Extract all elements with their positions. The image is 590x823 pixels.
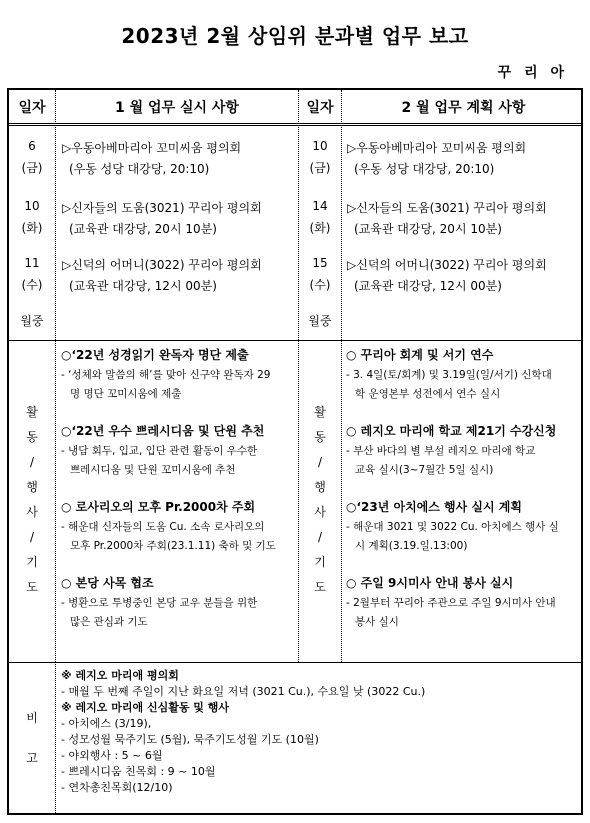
activity-heading: ○ 레지오 마리애 학교 제21기 수강신청 [346, 424, 557, 438]
schedule-line: ▷우동아베마리아 꼬미씨움 평의회 [62, 141, 242, 155]
schedule-line: ▷신덕의 어머니(3022) 꾸리아 평의회 [62, 258, 262, 272]
remark-line: - 아치에스 (3/19), [61, 717, 152, 730]
jan-activity-block [61, 346, 270, 404]
column-divider [55, 90, 56, 662]
feb-activity-block [346, 574, 556, 632]
feb-activity-block [346, 346, 552, 404]
activity-detail: - 해운대 신자들의 도움 Cu. 소속 로사리오의 모후 Pr.2000차 주회(23.1.11) 축하 및 기도 [61, 521, 276, 552]
remark-line: ※ 레지오 마리애 신심활동 및 행사 [61, 701, 229, 714]
column-divider [298, 90, 299, 662]
feb-date-weekday: (금) [309, 161, 331, 175]
jan-date-day: 10 [24, 199, 40, 213]
jan-date-day: 6 [28, 139, 36, 153]
jan-activity-block [61, 574, 257, 632]
jan-date-day: 11 [24, 256, 40, 270]
row-divider [9, 340, 581, 341]
schedule-detail: (교육관 대강당, 20시 10분) [354, 222, 502, 236]
feb-date-day: 15 [312, 256, 328, 270]
remark-line: ※ 레지오 마리애 평의회 [61, 669, 179, 682]
row-divider [9, 662, 581, 663]
activity-detail: - 2월부터 꾸리아 주관으로 주일 9시미사 안내 봉사 실시 [346, 597, 556, 628]
activity-heading: ○ 주일 9시미사 안내 봉사 실시 [346, 576, 514, 590]
schedule-detail: (교육관 대강당, 12시 00분) [354, 279, 502, 293]
activity-label-right: 활 동 / 행 사 / 기 도 [314, 405, 326, 594]
column-divider [341, 90, 342, 662]
activity-detail: - 부산 바다의 별 부설 레지오 마리애 학교 교육 실시(3~7월간 5일 실시) [346, 445, 536, 476]
activity-detail: - 해운대 3021 및 3022 Cu. 아치에스 행사 실 시 계획(3.19.일.13:00) [346, 521, 559, 552]
jan-date-extra: 월중 [20, 314, 44, 328]
schedule-detail: (우동 성당 대강당, 20:10) [69, 162, 210, 176]
jan-activity-block [61, 498, 276, 556]
jan-schedule-item [62, 256, 262, 294]
activity-detail: - ‘성체와 말씀의 해’를 맞아 신구약 완독자 29 명 명단 꼬미시움에 제출 [61, 369, 271, 400]
schedule-line: ▷신자들의 도움(3021) 꾸리아 평의회 [347, 201, 547, 215]
jan-activity-block [61, 422, 264, 480]
feb-date-day: 10 [312, 139, 328, 153]
document-title: 2023년 2월 상임위 분과별 업무 보고 [121, 24, 469, 48]
feb-activity-block [346, 422, 556, 480]
activity-heading: ○‘22년 성경읽기 완독자 명단 제출 [61, 348, 249, 362]
remark-line: - 야외행사 : 5 ~ 6월 [61, 749, 163, 762]
remarks-label: 비 고 [26, 711, 38, 765]
activity-heading: ○ 본당 사목 협조 [61, 576, 154, 590]
jan-date-weekday: (금) [21, 161, 43, 175]
feb-activity-block [346, 498, 559, 556]
header-date-left: 일자 [18, 100, 46, 116]
jan-schedule-item [62, 199, 262, 237]
organization-name: 꾸 리 아 [497, 65, 568, 81]
activity-label-left: 활 동 / 행 사 / 기 도 [26, 405, 38, 594]
jan-date-weekday: (수) [21, 278, 43, 292]
feb-date-weekday: (화) [309, 221, 331, 235]
activity-detail: - 3. 4일(토/회계) 및 3.19일(일/서기) 신학대 학 운영본부 성전에서 연수 실시 [346, 369, 552, 400]
schedule-detail: (교육관 대강당, 12시 00분) [69, 279, 217, 293]
feb-date-weekday: (수) [309, 278, 331, 292]
schedule-detail: (교육관 대강당, 20시 10분) [69, 222, 217, 236]
schedule-line: ▷신자들의 도움(3021) 꾸리아 평의회 [62, 201, 262, 215]
header-feb-plan: 2 월 업무 계획 사항 [401, 100, 526, 116]
activity-detail: - 병환으로 투병중인 본당 교우 분들을 위한 많은 관심과 기도 [61, 597, 258, 628]
jan-date-weekday: (화) [21, 221, 43, 235]
feb-date-extra: 월중 [308, 314, 332, 328]
remark-line: - 쁘레시디움 친목회 : 9 ~ 10월 [61, 765, 216, 778]
activity-detail: - 냉담 회두, 입교, 입단 관련 활동이 우수한 쁘레시디움 및 단원 꼬미시움에 추천 [61, 445, 258, 476]
header-jan-plan: 1 월 업무 실시 사항 [115, 100, 239, 116]
schedule-line: ▷신덕의 어머니(3022) 꾸리아 평의회 [347, 258, 547, 272]
remark-line: - 연차총친목회(12/10) [61, 781, 173, 794]
remarks-list [61, 668, 425, 796]
remark-line: - 매월 두 번째 주일이 지난 화요일 저녁 (3021 Cu.), 수요일 낮 (3022 Cu.) [61, 685, 426, 698]
activity-heading: ○‘22년 우수 쁘레시디움 및 단원 추천 [61, 424, 265, 438]
feb-schedule-item [347, 199, 547, 237]
header-date-right: 일자 [306, 100, 334, 116]
feb-schedule-item [347, 256, 547, 294]
jan-schedule-item [62, 139, 241, 177]
activity-heading: ○‘23년 아치에스 행사 실시 계획 [346, 500, 522, 514]
activity-heading: ○ 꾸리아 회계 및 서기 연수 [346, 348, 494, 362]
schedule-detail: (우동 성당 대강당, 20:10) [354, 162, 495, 176]
column-divider [55, 662, 56, 813]
feb-date-day: 14 [312, 199, 328, 213]
schedule-line: ▷우동아베마리아 꼬미씨움 평의회 [347, 141, 527, 155]
report-table [7, 88, 583, 815]
remark-line: - 성모성월 묵주기도 (5월), 묵주기도성월 기도 (10월) [61, 733, 319, 746]
activity-heading: ○ 로사리오의 모후 Pr.2000차 주회 [61, 500, 256, 514]
feb-schedule-item [347, 139, 526, 177]
